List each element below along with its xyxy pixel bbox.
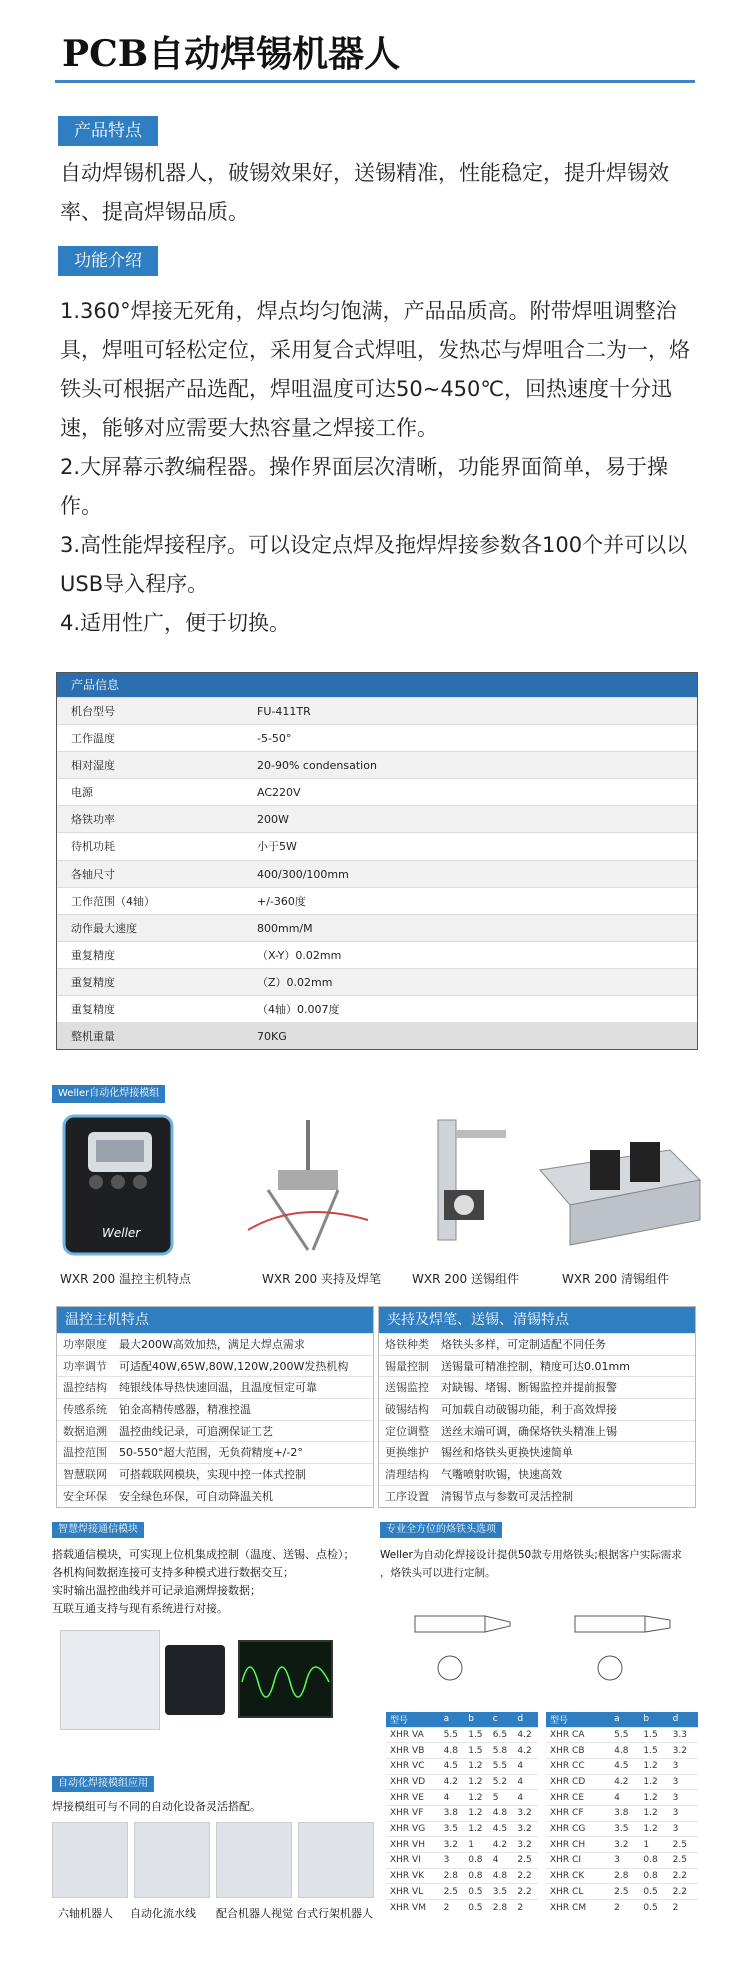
tip-row [386, 1790, 538, 1806]
tip-cell: XHR VG [386, 1821, 440, 1837]
clamp-row [379, 1376, 695, 1398]
temp-row [57, 1398, 373, 1420]
tip-cell: 3 [440, 1853, 465, 1869]
features-text: 自动焊锡机器人，破锡效果好，送锡精准，性能稳定，提升焊锡效率、提高焊锡品质。 [60, 161, 669, 224]
product-image-cleaner [520, 1110, 710, 1260]
tip-cell: 4.5 [610, 1758, 639, 1774]
info-row-key: 重复精度 [71, 1003, 115, 1017]
tip-cell: 0.8 [464, 1853, 489, 1869]
tip-cell: XHR VF [386, 1805, 440, 1821]
title-rule [55, 80, 695, 83]
app-tag: 自动化焊接模组应用 [52, 1776, 154, 1792]
info-row-key: 烙铁功率 [71, 813, 115, 827]
tip-line: ，烙铁头可以进行定制。 [380, 1567, 496, 1579]
tip-cell: 2.5 [669, 1837, 698, 1853]
scene-image [134, 1822, 210, 1898]
tip-cell: 4 [610, 1790, 639, 1806]
tip-cell: 2.8 [610, 1868, 639, 1884]
tip-cell: 2.2 [513, 1884, 538, 1900]
tip-cell: 3.2 [513, 1805, 538, 1821]
info-row-value: （4轴）0.007度 [257, 1003, 340, 1017]
tip-cell: XHR VM [386, 1900, 440, 1916]
tip-cell: XHR VK [386, 1868, 440, 1884]
tip-cell: 5.8 [489, 1743, 514, 1759]
tip-cell: 2.2 [669, 1868, 698, 1884]
tip-row [386, 1758, 538, 1774]
tip-line: Weller为自动化焊接设计提供50款专用烙铁头;根据客户实际需求 [380, 1549, 682, 1561]
tip-cell: 4.5 [489, 1821, 514, 1837]
tip-cell: 5 [489, 1790, 514, 1806]
info-row-value: （X-Y）0.02mm [257, 948, 342, 962]
info-row [57, 860, 697, 887]
tip-cell: 1.2 [639, 1821, 668, 1837]
temp-row [57, 1485, 373, 1507]
tip-text [380, 1546, 698, 1582]
clamp-row-value: 锡丝和烙铁头更换快速简单 [441, 1446, 573, 1460]
tip-row [546, 1868, 698, 1884]
tip-row [546, 1884, 698, 1900]
tip-cell: 5.2 [489, 1774, 514, 1790]
info-row [57, 968, 697, 995]
tip-cell: 3.2 [513, 1821, 538, 1837]
tip-cell: 1 [464, 1837, 489, 1853]
tip-cell: XHR VB [386, 1743, 440, 1759]
tip-cell: 3.2 [610, 1837, 639, 1853]
info-row-value: -5-50° [257, 732, 292, 746]
comm-line: 搭载通信模块，可实现上位机集成控制（温度、送锡、点检）； [52, 1548, 355, 1561]
tip-cell: 3.2 [440, 1837, 465, 1853]
product-image-controller [58, 1110, 218, 1260]
tip-cell: 1.2 [639, 1805, 668, 1821]
tip-cell: 4 [440, 1790, 465, 1806]
clamp-row-value: 烙铁头多样，可定制适配不同任务 [441, 1338, 606, 1351]
tip-cell: 4.8 [440, 1743, 465, 1759]
clamp-row-value: 清锡节点与参数可灵活控制 [441, 1489, 573, 1503]
clamp-row-key: 锡量控制 [385, 1359, 429, 1373]
comm-curve-screen [238, 1640, 333, 1718]
info-row-key: 动作最大速度 [71, 921, 137, 935]
tip-cell: 3.5 [440, 1821, 465, 1837]
tip-row [546, 1790, 698, 1806]
intro-item: 3.高性能焊接程序。可以设定点焊及拖焊焊接参数各100个并可以以USB导入程序。 [60, 533, 688, 596]
tip-cell: 4.2 [440, 1774, 465, 1790]
tip-cell: 3.5 [489, 1884, 514, 1900]
clamp-row [379, 1485, 695, 1507]
tip-table-left [386, 1712, 538, 1915]
page-title: PCB自动焊锡机器人 [62, 33, 401, 75]
scene-caption: 六轴机器人 [58, 1907, 113, 1920]
tip-col-header: b [639, 1712, 668, 1727]
tip-cell: 6.5 [489, 1727, 514, 1743]
comm-tag: 智慧焊接通信模块 [52, 1522, 144, 1538]
clamp-row [379, 1420, 695, 1442]
tip-row [546, 1853, 698, 1869]
clamp-feed-header: 夹持及焊笔、送锡、清锡特点 [379, 1307, 695, 1333]
tip-row [386, 1774, 538, 1790]
info-row-value: 70KG [257, 1030, 287, 1044]
tip-row [386, 1821, 538, 1837]
tip-row [546, 1821, 698, 1837]
tip-row [386, 1743, 538, 1759]
info-row-key: 重复精度 [71, 975, 115, 989]
temp-row-value: 可搭载联网模块，实现中控一体式控制 [119, 1468, 306, 1482]
tip-cell: 4.8 [610, 1743, 639, 1759]
tip-cell: 0.8 [639, 1853, 668, 1869]
temp-row [57, 1441, 373, 1463]
temp-row-key: 功率限度 [63, 1338, 107, 1351]
info-row-value: FU-411TR [257, 705, 311, 718]
clamp-row-key: 定位调整 [385, 1424, 429, 1438]
tip-cell: XHR VL [386, 1884, 440, 1900]
tip-cell: 4 [513, 1790, 538, 1806]
scene-caption: 配合机器人视觉 [216, 1907, 293, 1920]
tip-cell: XHR VC [386, 1758, 440, 1774]
tip-cell: 1.5 [464, 1743, 489, 1759]
clamp-row [379, 1355, 695, 1377]
temp-row-value: 安全绿色环保，可自动降温关机 [119, 1489, 273, 1503]
info-row-value: 小于5W [257, 840, 297, 854]
tip-cell: 4.8 [489, 1805, 514, 1821]
tip-cell: 2.5 [669, 1853, 698, 1869]
temp-row-key: 数据追溯 [63, 1424, 107, 1438]
tip-cell: XHR CE [546, 1790, 610, 1806]
clamp-row [379, 1398, 695, 1420]
tip-cell: 4.2 [489, 1837, 514, 1853]
tip-cell: 0.5 [464, 1884, 489, 1900]
tip-cell: 2 [610, 1900, 639, 1916]
intro-item: 2.大屏幕示教编程器。操作界面层次清晰，功能界面简单，易于操作。 [60, 455, 669, 518]
info-row-value: 20-90% condensation [257, 759, 377, 773]
comm-controller-image [165, 1645, 225, 1715]
tip-cell: 0.5 [639, 1884, 668, 1900]
temp-row [57, 1463, 373, 1485]
tip-col-header: 型号 [386, 1712, 440, 1727]
info-row [57, 805, 697, 832]
tip-cell: XHR CG [546, 1821, 610, 1837]
tip-row [386, 1805, 538, 1821]
clamp-row-value: 可加载自动破锡功能，利于高效焊接 [441, 1403, 617, 1417]
features-tag: 产品特点 [58, 116, 158, 146]
info-row-value: AC220V [257, 786, 301, 800]
product-info-header: 产品信息 [57, 673, 697, 697]
tip-cell: 2.5 [513, 1853, 538, 1869]
tip-cell: XHR CA [546, 1727, 610, 1743]
product-caption: WXR 200 清锡组件 [562, 1272, 669, 1286]
temp-row [57, 1355, 373, 1377]
clamp-row [379, 1463, 695, 1485]
tip-cell: 3.8 [440, 1805, 465, 1821]
comm-text [52, 1546, 372, 1618]
clamp-row-key: 工序设置 [385, 1489, 429, 1503]
tip-col-header: d [513, 1712, 538, 1727]
temp-row [57, 1333, 373, 1355]
info-row [57, 995, 697, 1022]
intro-item: 1.360°焊接无死角，焊点均匀饱满，产品品质高。附带焊咀调整治具，焊咀可轻松定位，采用复合式焊咀，发热芯与焊咀合二为一，烙铁头可根据产品选配，焊咀温度可达50~450℃，回热速度十分迅速，能够对应需要大热容量之焊接工作。 [60, 299, 690, 440]
product-info-table [56, 672, 698, 1050]
tip-cell: 4 [513, 1758, 538, 1774]
tip-tag: 专业全方位的烙铁头选项 [380, 1522, 502, 1538]
info-row-key: 电源 [71, 786, 93, 800]
tip-cell: 1.2 [464, 1758, 489, 1774]
tip-col-header: a [440, 1712, 465, 1727]
tip-cell: 0.8 [464, 1868, 489, 1884]
scene-image [52, 1822, 128, 1898]
tip-cell: 4.2 [610, 1774, 639, 1790]
temp-row-key: 温控结构 [63, 1381, 107, 1395]
tip-cell: 0.5 [639, 1900, 668, 1916]
tip-cell: 2 [669, 1900, 698, 1916]
tip-cell: 4 [513, 1774, 538, 1790]
tip-cell: 3 [669, 1821, 698, 1837]
info-row [57, 697, 697, 724]
tip-cell: 1.2 [464, 1790, 489, 1806]
tip-cell: XHR CI [546, 1853, 610, 1869]
tip-cell: XHR VA [386, 1727, 440, 1743]
clamp-feed-table [378, 1306, 696, 1508]
scene-image [298, 1822, 374, 1898]
clamp-row-key: 送锡监控 [385, 1381, 429, 1395]
product-caption: WXR 200 夹持及焊笔 [262, 1272, 381, 1286]
app-text: 焊接模组可与不同的自动化设备灵活搭配。 [52, 1800, 261, 1813]
intro-text [60, 292, 700, 643]
clamp-row [379, 1441, 695, 1463]
clamp-row-key: 更换维护 [385, 1446, 429, 1460]
temp-control-header: 温控主机特点 [57, 1307, 373, 1333]
info-row-value: 400/300/100mm [257, 867, 349, 881]
tip-col-header: b [464, 1712, 489, 1727]
tip-cell: XHR VI [386, 1853, 440, 1869]
tip-cell: 1.2 [639, 1758, 668, 1774]
tip-cell: 3 [669, 1758, 698, 1774]
tip-cell: 2 [513, 1900, 538, 1916]
tip-cell: 1.2 [464, 1821, 489, 1837]
tip-cell: 2.5 [440, 1884, 465, 1900]
info-row-value: 800mm/M [257, 921, 313, 935]
tip-cell: 3.5 [610, 1821, 639, 1837]
tip-row [386, 1868, 538, 1884]
tip-cell: 1.2 [464, 1774, 489, 1790]
tip-cell: XHR CD [546, 1774, 610, 1790]
info-row-key: 机台型号 [71, 705, 115, 718]
info-row [57, 887, 697, 914]
temp-row-key: 安全环保 [63, 1489, 107, 1503]
tip-row [546, 1743, 698, 1759]
tip-cell: 3 [669, 1774, 698, 1790]
tip-col-header: d [669, 1712, 698, 1727]
tip-cell: 4.8 [489, 1868, 514, 1884]
temp-control-table [56, 1306, 374, 1508]
tip-col-header: 型号 [546, 1712, 610, 1727]
tip-cell: 4.5 [440, 1758, 465, 1774]
comm-machine-image [60, 1630, 160, 1730]
temp-row-key: 温控范围 [63, 1446, 107, 1460]
clamp-row-value: 送丝末端可调，确保烙铁头精准上锡 [441, 1424, 617, 1438]
tip-cell: 0.5 [464, 1900, 489, 1916]
info-row-value: 200W [257, 813, 289, 827]
tip-cell: XHR CF [546, 1805, 610, 1821]
tip-cell: 4 [489, 1853, 514, 1869]
tip-cell: 4.2 [513, 1727, 538, 1743]
tip-cell: 5.5 [489, 1758, 514, 1774]
temp-row-value: 50-550°超大范围，无负荷精度+/-2° [119, 1446, 303, 1460]
tip-cell: 5.5 [440, 1727, 465, 1743]
tip-row [546, 1837, 698, 1853]
info-row [57, 724, 697, 751]
scene-caption: 自动化流水线 [130, 1907, 196, 1920]
tip-row [546, 1900, 698, 1916]
tip-cell: XHR CC [546, 1758, 610, 1774]
tip-cell: 1 [639, 1837, 668, 1853]
tip-row [386, 1900, 538, 1916]
intro-item: 4.适用性广，便于切换。 [60, 611, 291, 635]
tip-cell: XHR CK [546, 1868, 610, 1884]
tip-cell: XHR VD [386, 1774, 440, 1790]
tip-row [546, 1727, 698, 1743]
tip-cell: 1.5 [639, 1727, 668, 1743]
info-row [57, 914, 697, 941]
intro-tag: 功能介绍 [58, 246, 158, 276]
tip-cell: 4.2 [513, 1743, 538, 1759]
tip-cell: 3 [669, 1790, 698, 1806]
info-row-value: （Z）0.02mm [257, 975, 333, 989]
product-caption: WXR 200 温控主机特点 [60, 1272, 191, 1286]
scene-caption: 台式行架机器人 [296, 1907, 373, 1920]
tip-cell: XHR CM [546, 1900, 610, 1916]
product-image-holder [238, 1110, 398, 1260]
temp-row-value: 可适配40W,65W,80W,120W,200W发热机构 [119, 1359, 349, 1373]
tip-cell: 3.3 [669, 1727, 698, 1743]
clamp-row-key: 烙铁种类 [385, 1338, 429, 1351]
tip-cell: 2.8 [440, 1868, 465, 1884]
tip-cell: XHR CL [546, 1884, 610, 1900]
temp-row [57, 1376, 373, 1398]
temp-row-value: 纯银线体导热快速回温，且温度恒定可靠 [119, 1381, 317, 1395]
info-row-value: +/-360度 [257, 894, 306, 908]
comm-line: 实时输出温控曲线并可记录追溯焊接数据； [52, 1584, 261, 1597]
tip-col-header: c [489, 1712, 514, 1727]
tip-row [546, 1758, 698, 1774]
tip-cell: 3.2 [513, 1837, 538, 1853]
tip-cell: 3 [610, 1853, 639, 1869]
tip-cell: 2.8 [489, 1900, 514, 1916]
scene-image [216, 1822, 292, 1898]
tip-cell: 3.8 [610, 1805, 639, 1821]
tip-cell: 2.2 [513, 1868, 538, 1884]
temp-row-value: 温控曲线记录，可追溯保证工艺 [119, 1424, 273, 1438]
info-row-key: 相对湿度 [71, 759, 115, 773]
clamp-row-key: 清理结构 [385, 1468, 429, 1482]
tip-table-right [546, 1712, 698, 1915]
tip-row [386, 1853, 538, 1869]
tip-cell: 0.8 [639, 1868, 668, 1884]
tip-cell: 1.2 [639, 1774, 668, 1790]
tip-row [386, 1884, 538, 1900]
info-row-key: 待机功耗 [71, 840, 115, 854]
info-row-key: 各轴尺寸 [71, 867, 115, 881]
clamp-row-key: 破锡结构 [385, 1403, 429, 1417]
tip-drawing-right [570, 1606, 680, 1700]
weller-tag: Weller自动化焊接模组 [52, 1085, 165, 1103]
temp-row-key: 智慧联网 [63, 1468, 107, 1482]
tip-cell: XHR CB [546, 1743, 610, 1759]
tip-cell: XHR VH [386, 1837, 440, 1853]
tip-col-header: a [610, 1712, 639, 1727]
product-caption: WXR 200 送锡组件 [412, 1272, 519, 1286]
tip-row [386, 1727, 538, 1743]
temp-row [57, 1420, 373, 1442]
tip-cell: 5.5 [610, 1727, 639, 1743]
tip-cell: 2 [440, 1900, 465, 1916]
info-row-key: 重复精度 [71, 948, 115, 962]
tip-cell: 1.2 [639, 1790, 668, 1806]
temp-row-key: 功率调节 [63, 1359, 107, 1373]
tip-cell: 1.5 [639, 1743, 668, 1759]
info-row [57, 941, 697, 968]
tip-cell: 3.2 [669, 1743, 698, 1759]
info-row [57, 751, 697, 778]
tip-row [546, 1774, 698, 1790]
temp-row-key: 传感系统 [63, 1403, 107, 1417]
temp-row-value: 铂金高精传感器，精准控温 [119, 1403, 251, 1417]
comm-line: 互联互通支持与现有系统进行对接。 [52, 1602, 228, 1615]
info-row [57, 778, 697, 805]
tip-drawing-left [410, 1606, 520, 1700]
comm-line: 各机构间数据连接可支持多种模式进行数据交互； [52, 1566, 294, 1579]
tip-cell: XHR VE [386, 1790, 440, 1806]
info-row-key: 工作范围（4轴） [71, 894, 155, 908]
weller-logo: Weller [102, 1226, 141, 1240]
info-row-key: 整机重量 [71, 1030, 115, 1044]
clamp-row-value: 对缺锡、堵锡、断锡监控并提前报警 [441, 1381, 617, 1395]
temp-row-value: 最大200W高效加热，满足大焊点需求 [119, 1338, 305, 1351]
info-row [57, 832, 697, 859]
info-row [57, 1022, 697, 1049]
tip-row [546, 1805, 698, 1821]
info-row-key: 工作温度 [71, 732, 115, 746]
tip-cell: 3 [669, 1805, 698, 1821]
tip-cell: 2.2 [669, 1884, 698, 1900]
clamp-row-value: 送锡量可精准控制，精度可达0.01mm [441, 1359, 630, 1373]
tip-cell: 1.2 [464, 1805, 489, 1821]
tip-cell: 2.5 [610, 1884, 639, 1900]
clamp-row-value: 气嘴喷射吹锡，快速高效 [441, 1468, 562, 1482]
tip-cell: XHR CH [546, 1837, 610, 1853]
tip-cell: 1.5 [464, 1727, 489, 1743]
tip-row [386, 1837, 538, 1853]
clamp-row [379, 1333, 695, 1355]
